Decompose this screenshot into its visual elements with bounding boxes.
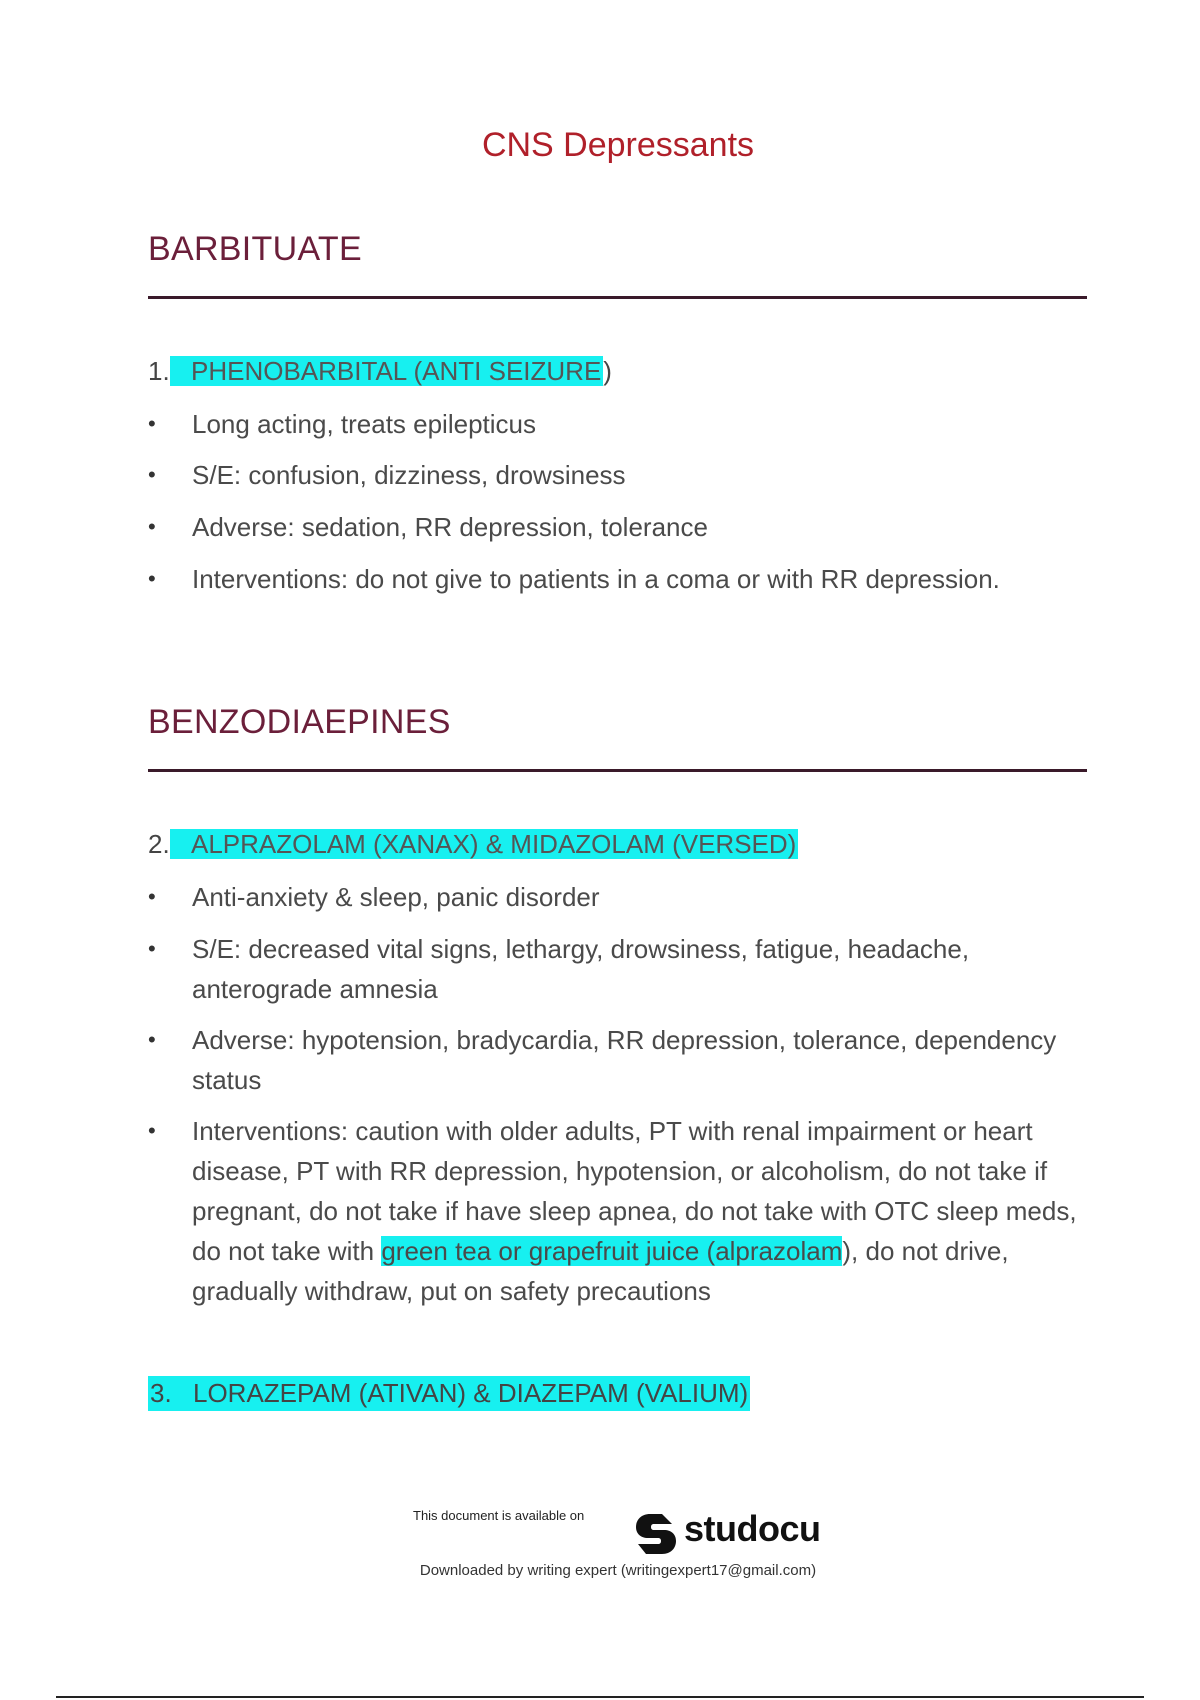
intervention-text: Interventions: caution with older adults, PT with renal impairment or heart disease, PT with RR depression, hypotension, or alcoholism, do not take if pregnant, do not take if have sleep apnea, do not take with OTC sleep meds, do not take with (192, 1116, 1077, 1266)
bullet-item (148, 455, 1088, 495)
bullet-item-interventions (148, 1111, 1088, 1311)
bullet-text: Anti-anxiety & sleep, panic disorder (192, 882, 600, 912)
page-bottom-border (56, 1696, 1144, 1698)
section-heading-benzodiazepines: BENZODIAEPINES (148, 703, 451, 741)
item-number: 1. (148, 356, 170, 386)
drug-name-suffix: ) (603, 356, 612, 386)
section-divider (148, 769, 1087, 772)
drug-name-highlight: PHENOBARBITAL (ANTI SEIZURE (170, 356, 603, 386)
studocu-logo-icon[interactable] (632, 1510, 680, 1558)
bullet-icon: • (148, 462, 156, 487)
bullet-text: S/E: decreased vital signs, lethargy, drowsiness, fatigue, headache, anterograde amnesia (192, 934, 970, 1004)
intervention-text-end: ), do not drive, gradually withdraw, put on safety precautions (192, 1236, 1009, 1306)
bullet-icon: • (148, 566, 156, 591)
bullet-item (148, 1020, 1088, 1100)
bullet-text: Interventions: do not give to patients in a coma or with RR depression. (192, 564, 1000, 594)
bullet-text (192, 1111, 1088, 1311)
item-number: 3. (150, 1378, 172, 1408)
item-number: 2. (148, 829, 170, 859)
footer-download-text: Downloaded by writing expert (writingexpert17@gmail.com) (419, 1562, 817, 1579)
drug-item-alprazolam (148, 829, 798, 860)
bullet-item (148, 507, 1088, 547)
drug-name: LORAZEPAM (ATIVAN) & DIAZEPAM (VALIUM) (193, 1378, 749, 1408)
studocu-brand[interactable]: studocu (684, 1508, 821, 1549)
bullet-text: S/E: confusion, dizziness, drowsiness (192, 460, 626, 490)
drug-item-phenobarbital (148, 356, 612, 387)
section-heading-barbituate: BARBITUATE (148, 230, 362, 268)
bullet-icon: • (148, 936, 156, 961)
highlighted-warning: green tea or grapefruit juice (alprazolam (381, 1236, 843, 1266)
bullet-item (148, 877, 1088, 917)
section-divider (148, 296, 1087, 299)
bullet-text: Long acting, treats epilepticus (192, 409, 536, 439)
bullet-icon: • (148, 1027, 156, 1052)
drug-item-lorazepam (148, 1376, 750, 1411)
footer-availability-text: This document is available on (413, 1508, 585, 1523)
drug-name-highlight: ALPRAZOLAM (XANAX) & MIDAZOLAM (VERSED) (170, 829, 798, 859)
bullet-text: Adverse: sedation, RR depression, tolerance (192, 512, 708, 542)
bullet-icon: • (148, 884, 156, 909)
document-title: CNS Depressants (481, 126, 755, 164)
bullet-item (148, 929, 1088, 1009)
bullet-item (148, 404, 1088, 444)
bullet-icon: • (148, 1118, 156, 1143)
bullet-item (148, 559, 1088, 599)
bullet-icon: • (148, 411, 156, 436)
bullet-icon: • (148, 514, 156, 539)
bullet-text: Adverse: hypotension, bradycardia, RR depression, tolerance, dependency status (192, 1025, 1057, 1095)
